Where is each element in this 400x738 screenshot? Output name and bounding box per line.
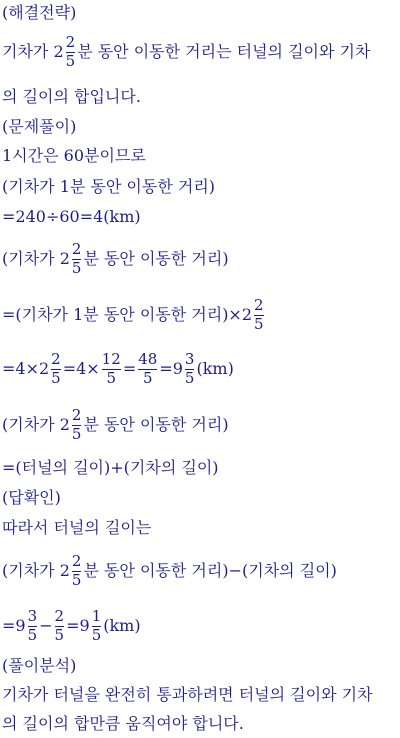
fraction (254, 295, 264, 333)
analysis-line-1 (2, 684, 398, 706)
equation-part: =4×2 (2, 359, 50, 378)
denominator: 5 (254, 314, 264, 333)
numerator: 2 (51, 349, 61, 368)
equation-part: =4× (62, 359, 100, 378)
text: 의 길이의 합입니다. (2, 87, 141, 106)
solution-line-7 (2, 403, 398, 447)
fraction (65, 32, 76, 70)
denominator: 5 (71, 258, 82, 277)
equation-part: = (122, 359, 137, 378)
fraction (27, 606, 38, 644)
answer-line-3 (2, 604, 398, 648)
fraction (184, 349, 195, 387)
numerator: 2 (65, 32, 76, 51)
fraction (71, 551, 82, 589)
text: (기차가 1분 동안 이동한 거리) (2, 177, 216, 196)
text: (기차가 2 (2, 415, 70, 434)
solution-line-8 (2, 457, 398, 479)
heading-strategy-text: (해결전략) (2, 3, 77, 22)
heading-analysis (2, 655, 398, 677)
solution-line-4 (2, 237, 398, 281)
heading-analysis-text: (풀이분석) (2, 656, 77, 675)
unit: (km) (196, 359, 234, 378)
text: 분 동안 이동한 거리) (83, 249, 229, 268)
heading-answer (2, 487, 398, 509)
analysis-line-2 (2, 713, 398, 735)
equation-part: =9 (66, 616, 90, 635)
numerator: 2 (54, 606, 65, 625)
solution-line-2 (2, 176, 398, 198)
denominator: 5 (71, 424, 82, 443)
denominator: 5 (65, 51, 76, 70)
text: 의 길이의 합만큼 움직여야 합니다. (2, 714, 244, 733)
solution-line-1 (2, 145, 398, 167)
equation: =(터널의 길이)+(기차의 길이) (2, 458, 219, 477)
heading-solution-text: (문제풀이) (2, 117, 77, 136)
text: 1시간은 60분이므로 (2, 146, 146, 165)
numerator: 2 (71, 405, 82, 424)
text: (기차가 2 (2, 561, 70, 580)
denominator: 5 (91, 625, 102, 644)
text: 따라서 터널의 길이는 (2, 518, 152, 537)
numerator: 1 (91, 606, 102, 625)
heading-answer-text: (답확인) (2, 488, 61, 507)
strategy-line-1 (2, 30, 398, 74)
equation-part: − (39, 616, 53, 635)
fraction (51, 349, 61, 387)
text: 기차가 2 (2, 42, 64, 61)
denominator: 5 (71, 570, 82, 589)
denominator: 5 (54, 625, 65, 644)
unit: (km) (103, 616, 141, 635)
answer-line-1 (2, 517, 398, 539)
solution-line-5 (2, 293, 398, 337)
text: 분 동안 이동한 거리)−(기차의 길이) (83, 561, 337, 580)
fraction (101, 349, 121, 387)
numerator: 2 (254, 295, 264, 314)
numerator: 48 (138, 349, 158, 368)
numerator: 12 (101, 349, 121, 368)
answer-line-2 (2, 549, 398, 593)
solution-line-6 (2, 347, 398, 391)
heading-strategy (2, 2, 398, 24)
equation-part: =9 (159, 359, 183, 378)
equation: =240÷60=4(km) (2, 207, 141, 226)
fraction (138, 349, 158, 387)
text: 기차가 터널을 완전히 통과하려면 터널의 길이와 기차 (2, 685, 373, 704)
text: =(기차가 1분 동안 이동한 거리)×2 (2, 305, 253, 324)
numerator: 3 (27, 606, 38, 625)
numerator: 3 (184, 349, 195, 368)
denominator: 5 (27, 625, 38, 644)
denominator: 5 (184, 368, 195, 387)
fraction (91, 606, 102, 644)
strategy-line-2 (2, 85, 398, 109)
fraction (71, 239, 82, 277)
text: (기차가 2 (2, 249, 70, 268)
numerator: 2 (71, 239, 82, 258)
equation-part: =9 (2, 616, 26, 635)
text: 분 동안 이동한 거리) (83, 415, 229, 434)
fraction (54, 606, 65, 644)
numerator: 2 (71, 551, 82, 570)
denominator: 5 (106, 368, 117, 387)
denominator: 5 (51, 368, 61, 387)
heading-solution (2, 116, 398, 138)
fraction (71, 405, 82, 443)
text: 분 동안 이동한 거리는 터널의 길이와 기차 (77, 42, 371, 61)
denominator: 5 (142, 368, 153, 387)
solution-line-3 (2, 206, 398, 228)
